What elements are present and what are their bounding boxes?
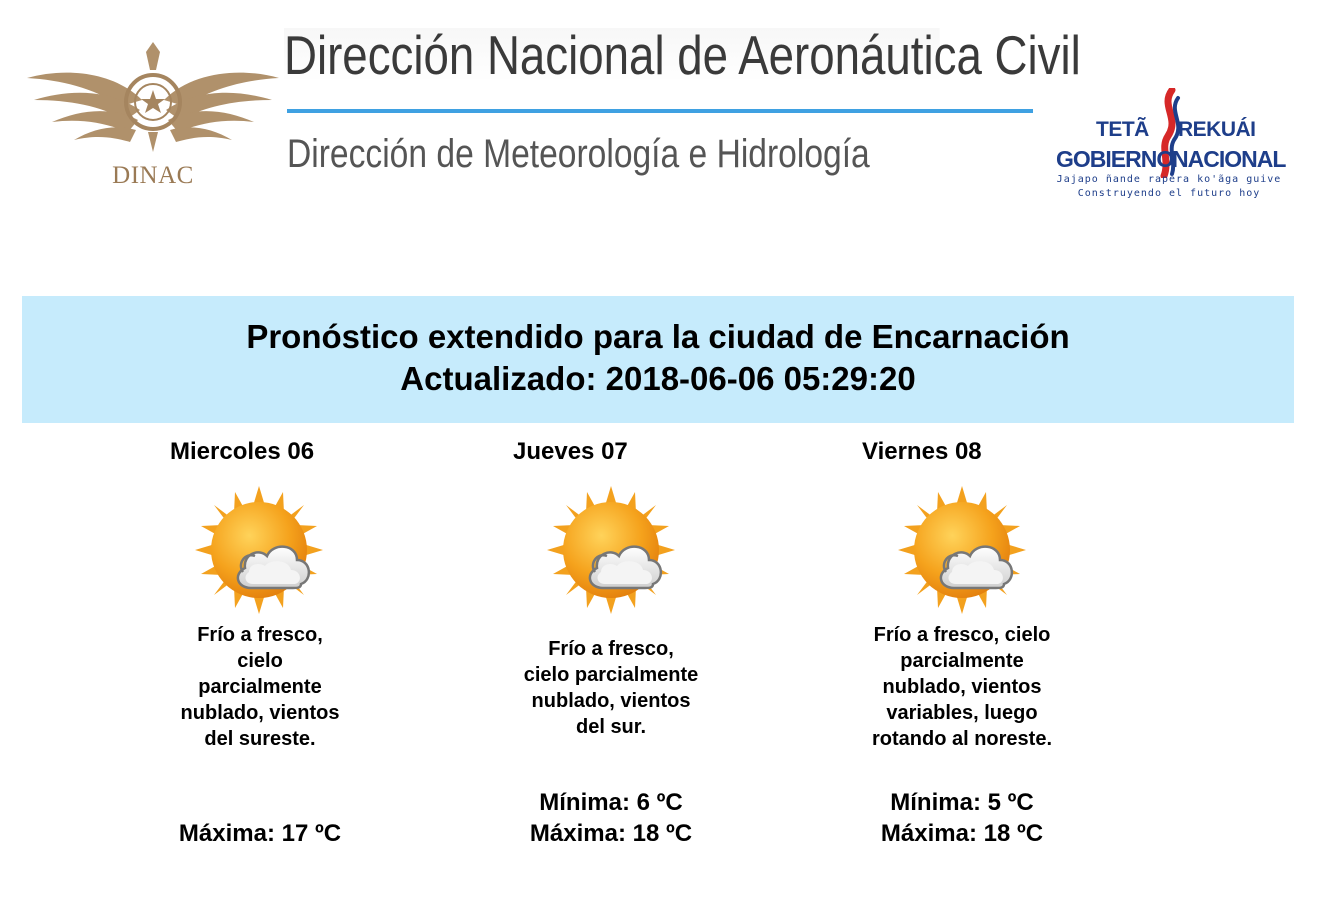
forecast-banner	[22, 296, 1294, 423]
updated-timestamp: Actualizado: 2018-06-06 05:29:20	[400, 360, 916, 397]
description-line: variables, luego	[886, 702, 1038, 724]
day-name: Viernes 08	[862, 438, 982, 465]
description-line: del sur.	[575, 716, 647, 738]
max-temperature: Máxima: 18 ºC	[529, 820, 693, 847]
description-line: Frío a fresco,	[548, 638, 674, 660]
min-temperature: Mínima: 6 ºC	[539, 789, 683, 816]
description-line: cielo	[237, 650, 283, 672]
partly-cloudy-icon	[193, 484, 325, 616]
forecast-description	[857, 622, 1067, 752]
gov-logo-motto-spanish: Construyendo el futuro hoy	[1077, 188, 1261, 199]
description-line: del sureste.	[204, 728, 316, 750]
gov-logo-rekuai: REKUÁI	[1178, 118, 1256, 141]
org-subtitle: Dirección de Meteorología e Hidrología	[287, 132, 870, 176]
dinac-logo-text: DINAC	[112, 162, 194, 189]
description-line: cielo parcialmente	[523, 664, 699, 686]
description-line: nublado, vientos	[180, 702, 340, 724]
gov-logo-nacional: NACIONAL	[1172, 146, 1286, 172]
gov-logo-teta: TETÃ	[1096, 118, 1149, 141]
partly-cloudy-icon	[896, 484, 1028, 616]
min-temperature: Mínima: 5 ºC	[890, 789, 1034, 816]
gov-logo-gobierno: GOBIERNO	[1056, 146, 1174, 172]
gov-logo-motto-guarani: Jajapo ñande rapera ko'ãga guive	[1056, 174, 1282, 185]
forecast-description	[155, 622, 365, 752]
day-name: Jueves 07	[513, 438, 628, 465]
description-line: Frío a fresco,	[197, 624, 323, 646]
description-line: nublado, vientos	[531, 690, 691, 712]
description-line: rotando al noreste.	[871, 728, 1053, 750]
description-line: nublado, vientos	[882, 676, 1042, 698]
day-name: Miercoles 06	[170, 438, 315, 465]
description-line: Frío a fresco, cielo	[873, 624, 1051, 646]
partly-cloudy-icon	[545, 484, 677, 616]
forecast-description	[506, 636, 716, 740]
dinac-wings-emblem-icon	[22, 40, 284, 170]
org-title: Dirección Nacional de Aeronáutica Civil	[284, 24, 1081, 86]
dinac-logo	[22, 40, 284, 200]
forecast-title: Pronóstico extendido para la ciudad de Encarnación	[246, 318, 1070, 355]
description-line: parcialmente	[900, 650, 1024, 672]
max-temperature: Máxima: 18 ºC	[880, 820, 1044, 847]
gobierno-nacional-logo	[1050, 88, 1290, 208]
header-divider	[287, 109, 1033, 113]
description-line: parcialmente	[198, 676, 322, 698]
max-temperature: Máxima: 17 ºC	[178, 820, 342, 847]
